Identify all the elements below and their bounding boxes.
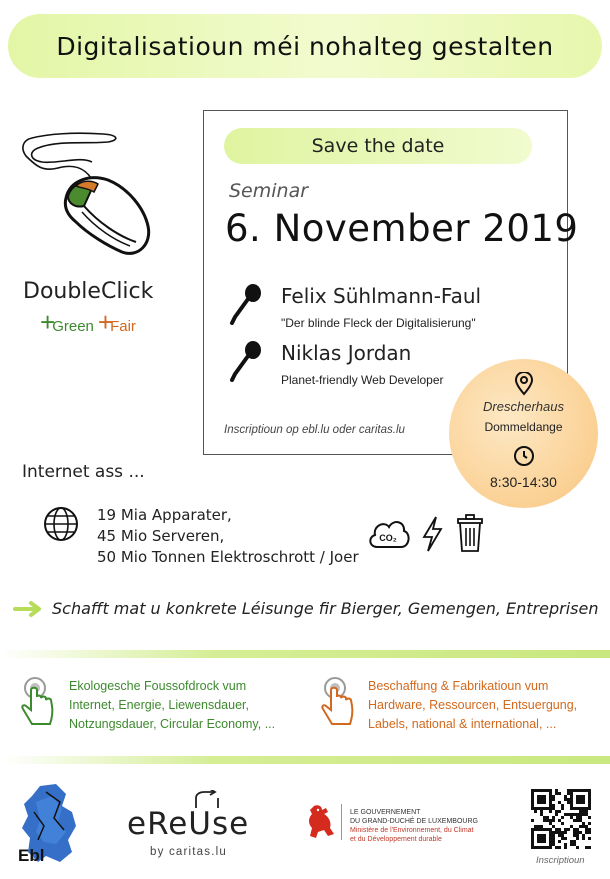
tap-hand-icon: [318, 676, 358, 728]
brand-tagline: [40, 308, 136, 335]
ereuse-logo: eReUse: [127, 806, 250, 842]
gov-divider: [341, 804, 342, 840]
qr-code[interactable]: [531, 789, 591, 849]
gov-line: DU GRAND-DUCHÉ DE LUXEMBOURG: [350, 818, 478, 825]
topic-procurement-line: Labels, national & international, ...: [368, 717, 557, 731]
topic-ecology-line: Notzungsdauer, Circular Economy, ...: [69, 717, 276, 731]
luxembourg-lion-icon: [304, 802, 338, 840]
topic-procurement-line: Beschaffung & Fabrikatioun vum: [368, 679, 549, 693]
registration-note: Inscriptioun op ebl.lu oder caritas.lu: [224, 424, 405, 436]
microphone-icon: [229, 283, 263, 325]
internet-label: Internet ass ...: [22, 462, 145, 482]
speaker-2-name: Niklas Jordan: [281, 341, 412, 365]
microphone-icon: [229, 340, 263, 382]
save-the-date-pill: Save the date: [224, 128, 532, 164]
topic-procurement-line: Hardware, Ressourcen, Entsuergung,: [368, 698, 578, 712]
event-type: Seminar: [229, 180, 309, 202]
brand-name: DoubleClick: [23, 279, 154, 304]
plus-icon: +: [40, 307, 56, 337]
gov-line: LE GOUVERNEMENT: [350, 809, 421, 816]
topic-ecology: [69, 677, 275, 734]
fact-devices: 19 Mia Apparater,: [97, 506, 232, 524]
fact-servers: 45 Mio Serveren,: [97, 527, 225, 545]
topic-ecology-line: Internet, Energie, Liewensdauer,: [69, 698, 249, 712]
event-time: 8:30-14:30: [490, 474, 557, 490]
speaker-1-name: Felix Sühlmann-Faul: [281, 284, 482, 308]
arrow-right-icon: [13, 600, 45, 618]
recycle-arrow-icon: [192, 790, 222, 810]
venue-name: Drescherhaus: [483, 399, 564, 414]
globe-icon: [43, 506, 79, 542]
page-title: Digitalisatioun méi nohalteg gestalten: [56, 31, 554, 61]
divider-bar: [0, 756, 610, 764]
tag-fair: Fair: [110, 318, 136, 335]
location-pin-icon: [514, 372, 534, 396]
venue-town: Dommeldange: [484, 420, 563, 434]
government-logo-text: [350, 808, 478, 844]
fact-ewaste: 50 Mio Tonnen Elektroschrott / Joer: [97, 548, 359, 566]
speaker-2-subtitle: Planet-friendly Web Developer: [281, 373, 444, 387]
gov-line: Ministère de l'Environnement, du Climat: [350, 827, 474, 834]
clock-icon: [513, 445, 535, 467]
event-date: 6. November 2019: [225, 207, 579, 250]
qr-label: Inscriptioun: [536, 855, 585, 866]
title-banner: [8, 14, 602, 78]
tag-green: Green: [52, 318, 94, 335]
co2-cloud-icon: [367, 515, 411, 553]
call-to-action: Schafft mat u konkrete Léisunge fir Bierger, Gemengen, Entreprisen: [52, 599, 599, 618]
ebl-logo-text: Ebl: [18, 846, 45, 865]
topic-procurement: [368, 677, 577, 734]
topic-ecology-line: Ekologesche Foussofdrock vum: [69, 679, 247, 693]
divider-bar: [0, 650, 610, 658]
computer-mouse-icon: [18, 126, 158, 261]
plus-icon: +: [97, 307, 114, 337]
ereuse-subtitle: by caritas.lu: [150, 846, 227, 858]
speaker-1-subtitle: "Der blinde Fleck der Digitalisierung": [281, 316, 476, 330]
gov-line: et du Développement durable: [350, 836, 442, 843]
trash-bin-icon: [455, 513, 485, 553]
tap-hand-icon: [18, 676, 58, 728]
lightning-icon: [420, 515, 444, 553]
co2-label: CO₂: [379, 533, 397, 543]
